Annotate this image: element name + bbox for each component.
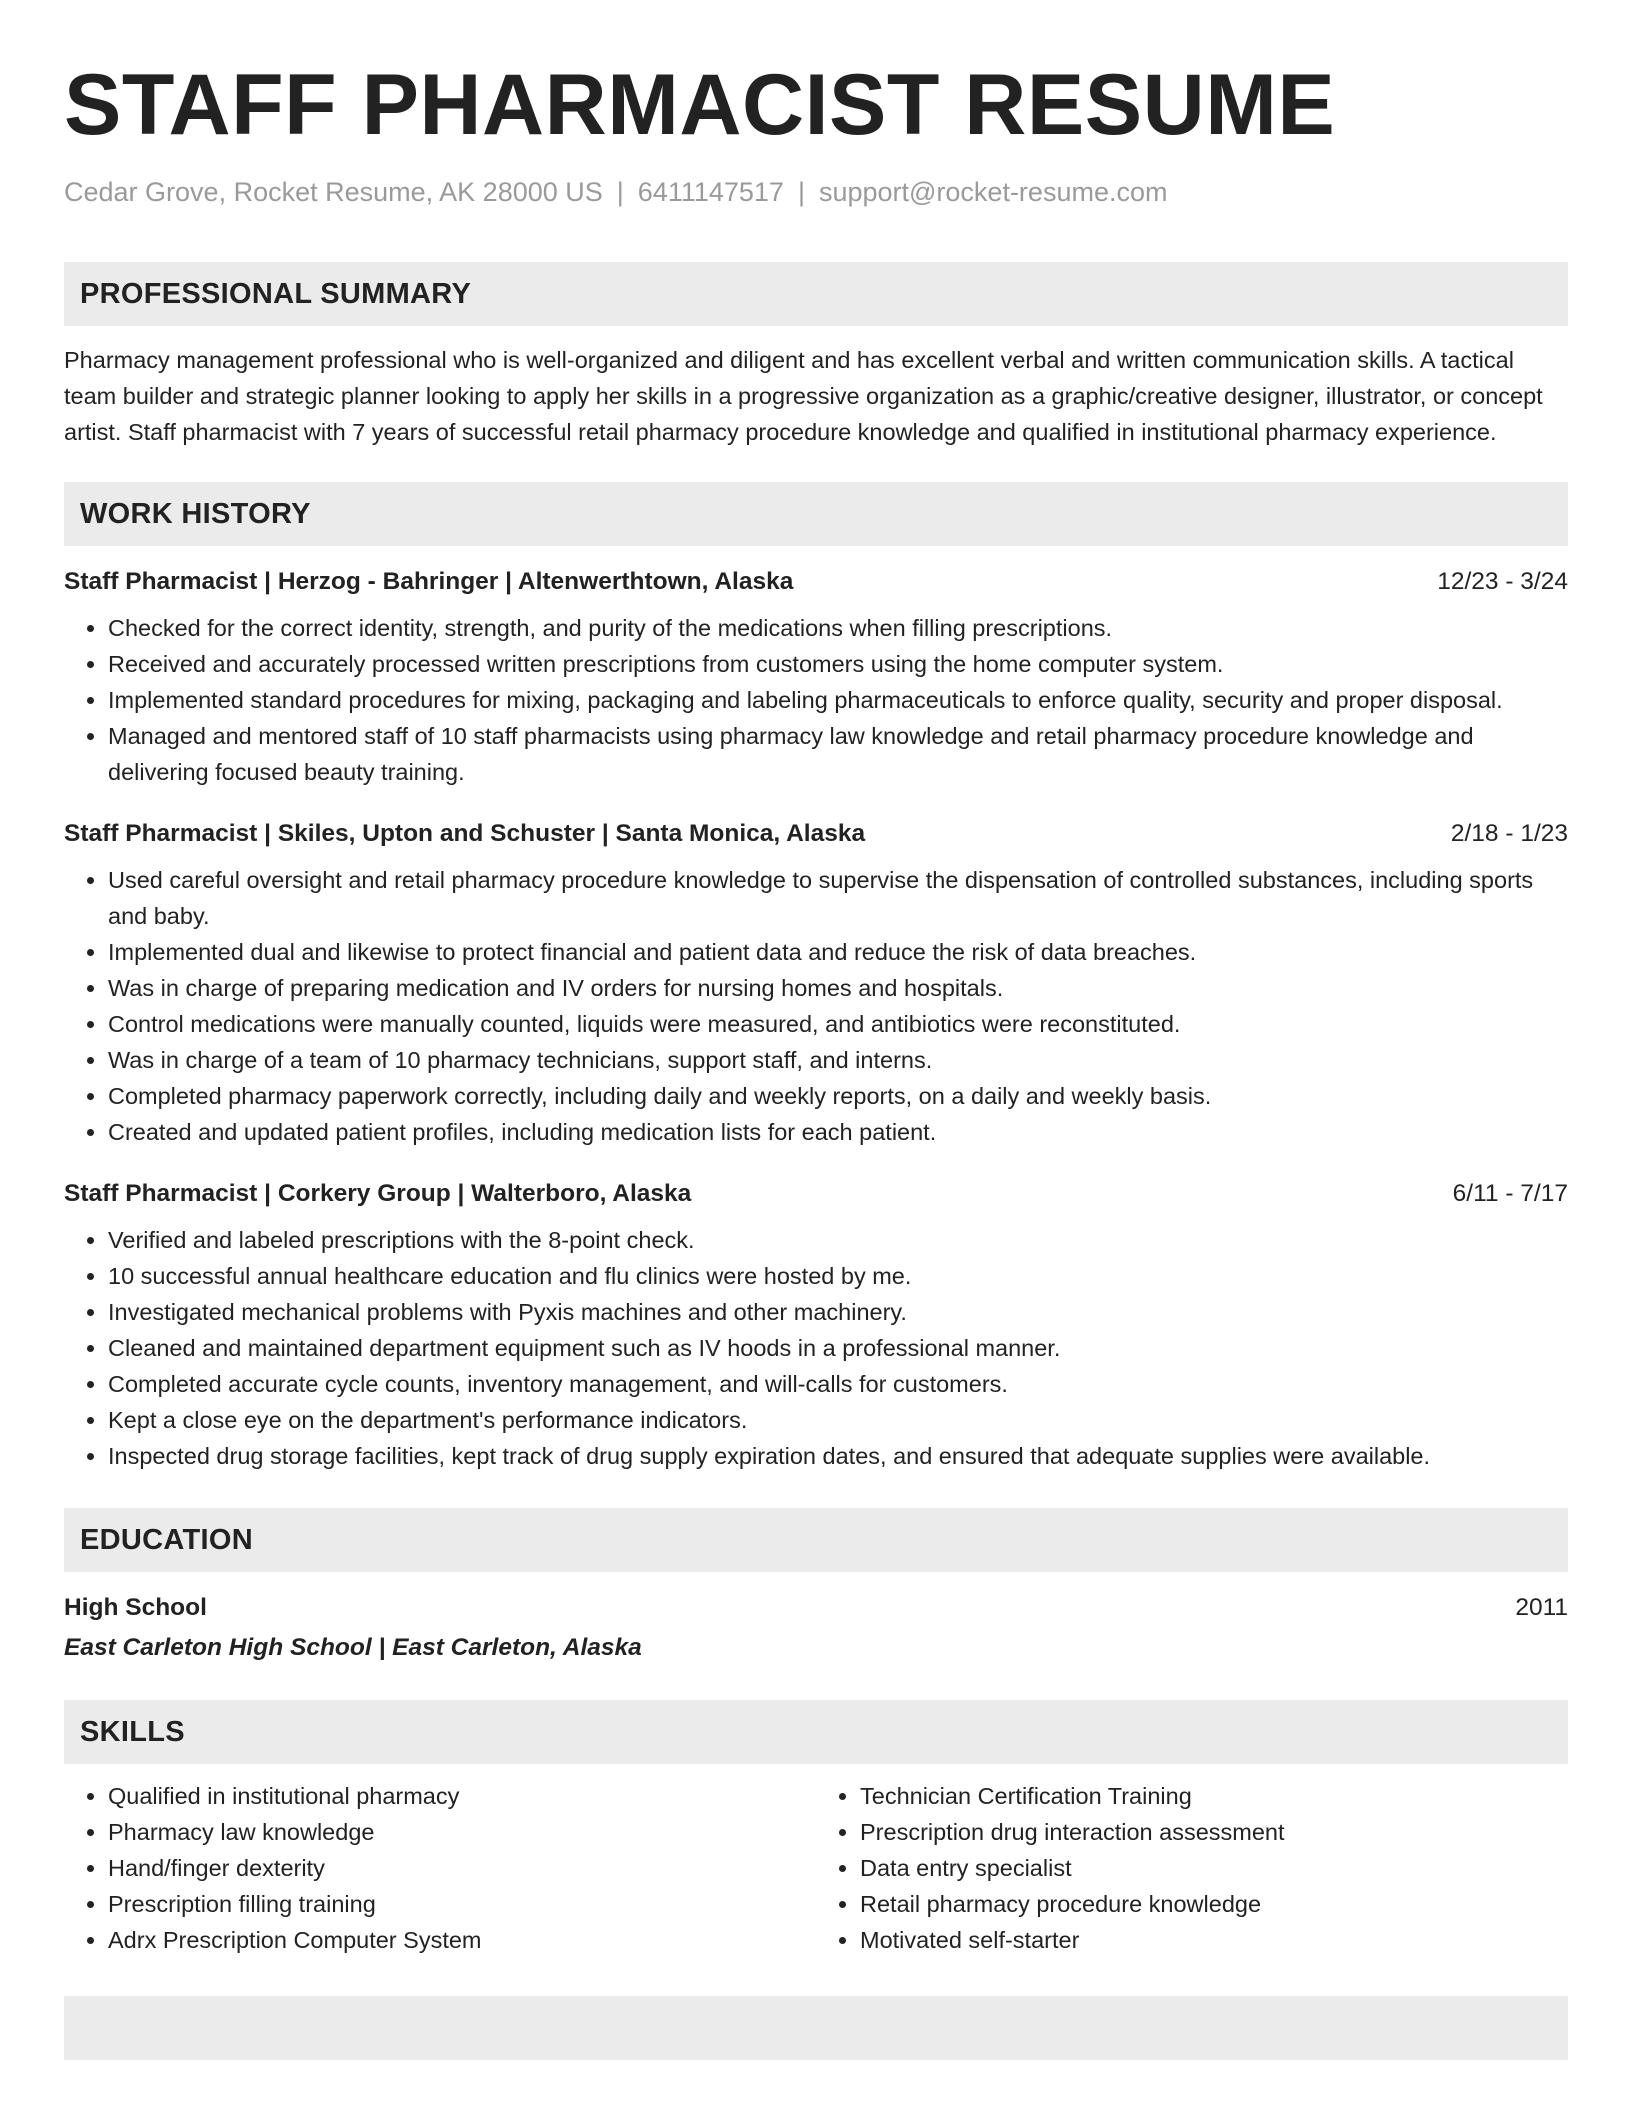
job-bullet: • Kept a close eye on the department's performance indicators. (108, 1402, 1568, 1438)
job-bullet: • Investigated mechanical problems with Pyxis machines and other machinery. (108, 1294, 1568, 1330)
contact-phone: 6411147517 (637, 177, 784, 207)
skill-item: • Adrx Prescription Computer System (108, 1922, 816, 1958)
skills-list (64, 1778, 1568, 1958)
job-bullet: • Was in charge of a team of 10 pharmacy technicians, support staff, and interns. (108, 1042, 1568, 1078)
skill-item: • Technician Certification Training (860, 1778, 1568, 1814)
resume-title: STAFF PHARMACIST RESUME (64, 57, 1336, 153)
contact-separator: | (797, 177, 805, 207)
job-dates: 12/23 - 3/24 (1437, 568, 1568, 595)
section-heading-next (64, 1996, 1568, 2060)
section-heading-education: EDUCATION (64, 1508, 1568, 1572)
job-bullets (64, 610, 1568, 790)
skill-item: • Data entry specialist (860, 1850, 1568, 1886)
job-bullet: • Received and accurately processed written prescriptions from customers using the home computer system. (108, 646, 1568, 682)
job-bullet: • 10 successful annual healthcare education and flu clinics were hosted by me. (108, 1258, 1568, 1294)
contact-separator: | (616, 177, 624, 207)
job-title: Staff Pharmacist | Corkery Group | Walterboro, Alaska (64, 1180, 692, 1207)
job-bullet: • Implemented dual and likewise to protect financial and patient data and reduce the risk of data breaches. (108, 934, 1568, 970)
job-bullet: • Checked for the correct identity, strength, and purity of the medications when filling prescriptions. (108, 610, 1568, 646)
job-title: Staff Pharmacist | Skiles, Upton and Schuster | Santa Monica, Alaska (64, 820, 866, 847)
job-bullet: • Inspected drug storage facilities, kept track of drug supply expiration dates, and ensured that adequate supplies were available. (108, 1438, 1568, 1474)
skill-item: • Pharmacy law knowledge (108, 1814, 816, 1850)
job-bullet: • Was in charge of preparing medication and IV orders for nursing homes and hospitals. (108, 970, 1568, 1006)
section-heading-summary: PROFESSIONAL SUMMARY (64, 262, 1568, 326)
section-heading-work-history: WORK HISTORY (64, 482, 1568, 546)
education-school: East Carleton High School | East Carleton, Alaska (64, 1634, 642, 1661)
skill-item: • Retail pharmacy procedure knowledge (860, 1886, 1568, 1922)
job-bullets (64, 1222, 1568, 1474)
job-header (64, 816, 1568, 852)
skills-column-right (816, 1778, 1568, 1958)
job-entry (64, 816, 1568, 1150)
job-header (64, 564, 1568, 600)
skill-item: • Prescription drug interaction assessment (860, 1814, 1568, 1850)
job-dates: 6/11 - 7/17 (1452, 1180, 1568, 1207)
job-dates: 2/18 - 1/23 (1450, 820, 1568, 847)
job-bullet: • Completed accurate cycle counts, inventory management, and will-calls for customers. (108, 1366, 1568, 1402)
job-entry (64, 1176, 1568, 1474)
job-bullet: • Managed and mentored staff of 10 staff pharmacists using pharmacy law knowledge and retail pharmacy procedure knowledge and delivering focused beauty training. (108, 718, 1568, 790)
job-bullet: • Used careful oversight and retail pharmacy procedure knowledge to supervise the dispensation of controlled substances, including sports and baby. (108, 862, 1568, 934)
job-bullet: • Verified and labeled prescriptions with the 8-point check. (108, 1222, 1568, 1258)
job-bullet: • Cleaned and maintained department equipment such as IV hoods in a professional manner. (108, 1330, 1568, 1366)
skill-item: • Prescription filling training (108, 1886, 816, 1922)
skill-item: • Hand/finger dexterity (108, 1850, 816, 1886)
job-bullet: • Completed pharmacy paperwork correctly, including daily and weekly reports, on a daily and weekly basis. (108, 1078, 1568, 1114)
education-header (64, 1590, 1568, 1626)
skill-item: • Motivated self-starter (860, 1922, 1568, 1958)
contact-address: Cedar Grove, Rocket Resume, AK 28000 US (64, 177, 603, 207)
job-header (64, 1176, 1568, 1212)
job-bullet: • Created and updated patient profiles, including medication lists for each patient. (108, 1114, 1568, 1150)
job-entry (64, 564, 1568, 790)
job-bullets (64, 862, 1568, 1150)
section-heading-skills: SKILLS (64, 1700, 1568, 1764)
summary-text: Pharmacy management professional who is well-organized and diligent and has excellent verbal and written communication skills. A tactical team builder and strategic planner looking to apply her skills in a progressive organization as a graphic/creative designer, illustrator, or concept artist. Staff pharmacist with 7 years of successful retail pharmacy procedure knowledge and qualified in institutional pharmacy experience. (64, 347, 1543, 445)
job-title: Staff Pharmacist | Herzog - Bahringer | Altenwerthtown, Alaska (64, 568, 794, 595)
skill-item: • Qualified in institutional pharmacy (108, 1778, 816, 1814)
job-bullet: • Control medications were manually counted, liquids were measured, and antibiotics were reconstituted. (108, 1006, 1568, 1042)
contact-line (64, 174, 1568, 210)
contact-email: support@rocket-resume.com (818, 177, 1168, 207)
job-bullet: • Implemented standard procedures for mixing, packaging and labeling pharmaceuticals to enforce quality, security and proper disposal. (108, 682, 1568, 718)
education-year: 2011 (1515, 1594, 1568, 1621)
skills-column-left (64, 1778, 816, 1958)
education-degree: High School (64, 1594, 207, 1621)
